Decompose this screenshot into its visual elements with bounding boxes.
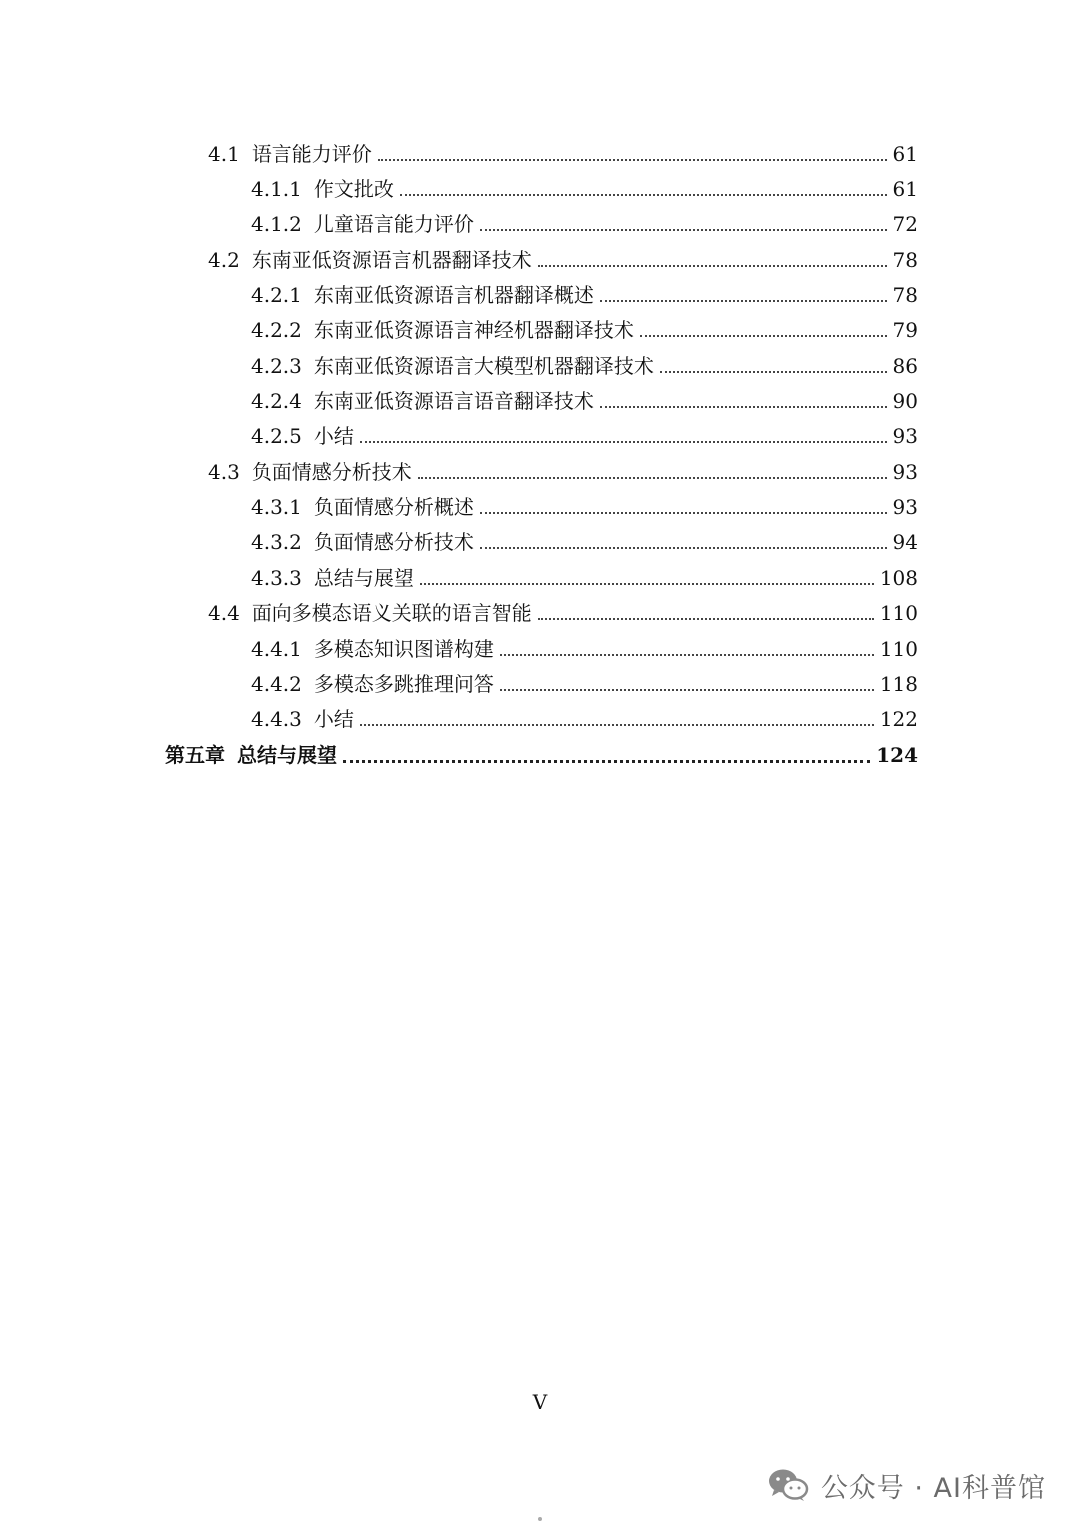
toc-entry-title: 儿童语言能力评价 xyxy=(313,212,474,236)
toc-entry-page: 122 xyxy=(879,707,918,731)
toc-entry-page: 124 xyxy=(876,743,918,767)
toc-entry xyxy=(251,628,918,663)
toc-entry xyxy=(251,203,918,238)
toc-entry-number: 4.2.4 xyxy=(251,389,302,413)
toc-dot-leader xyxy=(480,228,887,231)
toc-dot-leader xyxy=(538,617,874,620)
toc-entry-title: 总结与展望 xyxy=(237,743,337,767)
page-number: V xyxy=(532,1390,548,1414)
toc-entry-title: 东南亚低资源语言机器翻译概述 xyxy=(313,283,594,307)
toc-chapter-entry xyxy=(165,734,918,769)
toc-entry-number: 第五章 xyxy=(165,743,225,767)
toc-entry-page: 108 xyxy=(879,566,918,590)
toc-entry-page: 86 xyxy=(892,354,918,378)
toc-entry-number: 4.1.2 xyxy=(251,212,302,236)
toc-entry-title: 总结与展望 xyxy=(313,566,414,590)
toc-dot-leader xyxy=(480,546,887,549)
toc-entry-title: 东南亚低资源语言大模型机器翻译技术 xyxy=(313,354,654,378)
toc-entry xyxy=(251,274,918,309)
toc-entry-page: 94 xyxy=(892,530,918,554)
toc-entry-number: 4.4 xyxy=(208,601,240,625)
toc-entry-title: 负面情感分析概述 xyxy=(313,495,474,519)
toc-entry-title: 多模态知识图谱构建 xyxy=(313,637,494,661)
toc-dot-leader xyxy=(600,405,887,408)
toc-dot-leader xyxy=(500,653,874,656)
toc-dot-leader xyxy=(600,299,887,302)
toc-entry xyxy=(251,415,918,450)
toc-dot-leader xyxy=(420,582,874,585)
toc-entry xyxy=(251,345,918,380)
toc-entry-title: 面向多模态语义关联的语言智能 xyxy=(251,601,532,625)
toc-entry-number: 4.4.2 xyxy=(251,672,302,696)
toc-entry-page: 93 xyxy=(892,424,918,448)
toc-entry-title: 东南亚低资源语言神经机器翻译技术 xyxy=(313,318,634,342)
toc-entry-number: 4.2.1 xyxy=(251,283,302,307)
toc-entry-title: 东南亚低资源语言语音翻译技术 xyxy=(313,389,594,413)
watermark-text: 公众号 · AI科普馆 xyxy=(820,1472,1046,1504)
toc-entry-page: 93 xyxy=(892,495,918,519)
toc-entry xyxy=(251,486,918,521)
toc-entry-number: 4.3.3 xyxy=(251,566,302,590)
toc-entry-page: 61 xyxy=(892,177,918,201)
toc-entry xyxy=(208,133,918,168)
toc-entry xyxy=(251,521,918,556)
toc-dot-leader xyxy=(343,759,870,763)
toc-entry-page: 90 xyxy=(892,389,918,413)
toc-entry-number: 4.2 xyxy=(208,248,240,272)
toc-dot-leader xyxy=(360,440,887,443)
toc-entry xyxy=(251,380,918,415)
toc-dot-leader xyxy=(480,511,887,514)
toc-entry-title: 作文批改 xyxy=(313,177,394,201)
toc-entry-page: 61 xyxy=(892,142,918,166)
toc-entry-title: 多模态多跳推理问答 xyxy=(313,672,494,696)
toc-entry-title: 小结 xyxy=(313,707,354,731)
toc-entry-page: 79 xyxy=(892,318,918,342)
toc-entry xyxy=(208,592,918,627)
toc-entry-title: 小结 xyxy=(313,424,354,448)
toc-entry-number: 4.1.1 xyxy=(251,177,302,201)
toc-entry-page: 78 xyxy=(892,283,918,307)
toc-entry-page: 110 xyxy=(879,601,918,625)
page-dot xyxy=(538,1517,542,1521)
toc-entry xyxy=(251,698,918,733)
toc-entry-number: 4.4.1 xyxy=(251,637,302,661)
toc-dot-leader xyxy=(400,193,887,196)
toc-entry-number: 4.3.2 xyxy=(251,530,302,554)
toc-entry-page: 118 xyxy=(879,672,918,696)
toc-entry xyxy=(208,239,918,274)
watermark xyxy=(767,1462,1046,1508)
toc-entry-number: 4.2.2 xyxy=(251,318,302,342)
toc-dot-leader xyxy=(360,723,874,726)
toc-entry xyxy=(251,663,918,698)
toc-entry-page: 110 xyxy=(879,637,918,661)
toc-entry-number: 4.4.3 xyxy=(251,707,302,731)
toc-entry-title: 语言能力评价 xyxy=(251,142,372,166)
toc-entry-title: 东南亚低资源语言机器翻译技术 xyxy=(251,248,532,272)
toc-dot-leader xyxy=(640,334,887,337)
toc-dot-leader xyxy=(538,264,887,267)
toc-dot-leader xyxy=(418,476,887,479)
toc-entry-number: 4.1 xyxy=(208,142,240,166)
toc-entry-number: 4.2.3 xyxy=(251,354,302,378)
toc-entry-title: 负面情感分析技术 xyxy=(251,460,412,484)
toc-entry-title: 负面情感分析技术 xyxy=(313,530,474,554)
toc-entry-number: 4.2.5 xyxy=(251,424,302,448)
toc-dot-leader xyxy=(500,688,874,691)
toc-dot-leader xyxy=(660,370,887,373)
wechat-icon xyxy=(767,1467,809,1503)
toc-entry xyxy=(208,451,918,486)
toc-entry xyxy=(251,168,918,203)
toc-entry-number: 4.3.1 xyxy=(251,495,302,519)
toc-entry xyxy=(251,557,918,592)
toc-entry-page: 78 xyxy=(892,248,918,272)
toc-entry-number: 4.3 xyxy=(208,460,240,484)
toc-entry-page: 72 xyxy=(892,212,918,236)
toc-entry xyxy=(251,309,918,344)
toc-entry-page: 93 xyxy=(892,460,918,484)
toc-dot-leader xyxy=(378,158,887,161)
